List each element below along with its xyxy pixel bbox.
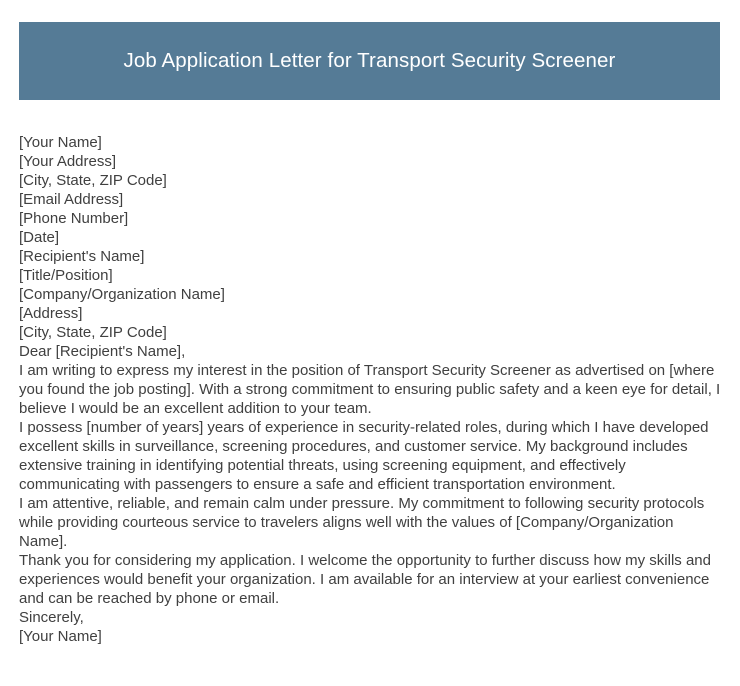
body-paragraph-4: Thank you for considering my application. I welcome the opportunity to further discuss how my skills and experiences would benefit your organization. I am available for an interview at your earliest convenience and can be reached by phone or email. xyxy=(19,552,711,607)
sender-phone: [Phone Number] xyxy=(19,210,129,227)
sender-email: [Email Address] xyxy=(19,191,124,208)
sender-name: [Your Name] xyxy=(19,134,102,151)
sender-address: [Your Address] xyxy=(19,153,117,170)
sender-city-state-zip: [City, State, ZIP Code] xyxy=(19,172,167,189)
page-title: Job Application Letter for Transport Security Screener xyxy=(123,48,616,72)
recipient-name: [Recipient's Name] xyxy=(19,248,145,265)
letter-body xyxy=(19,133,722,646)
recipient-city-state-zip: [City, State, ZIP Code] xyxy=(19,324,167,341)
recipient-title: [Title/Position] xyxy=(19,267,113,284)
recipient-address: [Address] xyxy=(19,305,83,322)
signature-name: [Your Name] xyxy=(19,628,102,645)
closing: Sincerely, xyxy=(19,609,84,626)
body-paragraph-2: I possess [number of years] years of experience in security-related roles, during which I have developed excellent skills in surveillance, screening procedures, and customer service. My background includes extensive training in identifying potential threats, using screening equipment, and effectively communicating with passengers to ensure a safe and efficient transportation environment. xyxy=(19,419,709,493)
body-paragraph-1: I am writing to express my interest in the position of Transport Security Screener as advertised on [where you found the job posting]. With a strong commitment to ensuring public safety and a keen eye for detail, I believe I would be an excellent addition to your team. xyxy=(19,362,721,417)
letter-title-banner xyxy=(19,22,720,100)
salutation: Dear [Recipient's Name], xyxy=(19,343,186,360)
body-paragraph-3: I am attentive, reliable, and remain calm under pressure. My commitment to following security protocols while providing courteous service to travelers aligns well with the values of [Company/Organization Name]. xyxy=(19,495,705,550)
recipient-company: [Company/Organization Name] xyxy=(19,286,225,303)
letter-date: [Date] xyxy=(19,229,60,246)
